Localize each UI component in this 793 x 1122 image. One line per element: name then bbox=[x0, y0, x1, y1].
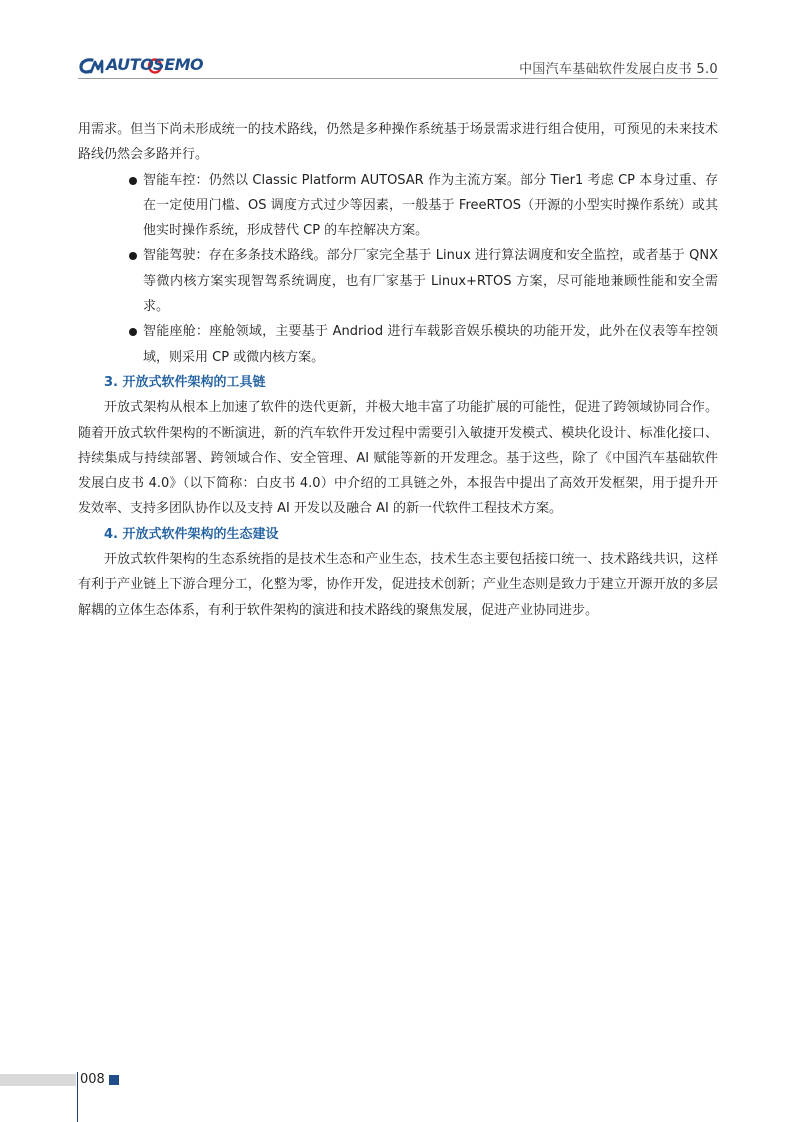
autosemo-logo bbox=[78, 56, 210, 76]
section-heading-ecosystem: 4. 开放式软件架构的生态建设 bbox=[104, 526, 279, 542]
page-number: 008 bbox=[80, 1072, 105, 1087]
bullet-icon bbox=[129, 328, 137, 336]
footer-bar bbox=[0, 1074, 76, 1086]
list-item-smart-cockpit bbox=[128, 319, 718, 370]
main-content bbox=[78, 117, 718, 623]
intro-paragraph: 用需求。但当下尚未形成统一的技术路线，仍然是多种操作系统基于场景需求进行组合使用，可预见的未来技术路线仍然会多路并行。 bbox=[78, 122, 718, 163]
ecosystem-paragraph: 开放式软件架构的生态系统指的是技术生态和产业生态，技术生态主要包括接口统一、技术路线共识，这样有利于产业链上下游合理分工，化整为零，协作开发，促进技术创新；产业生态则是致力于建立开源开放的多层解耦的立体生态体系，有利于软件架构的演进和技术路线的聚焦发展，促进产业协同进步。 bbox=[78, 552, 718, 618]
logo-text: AUTOSEMO bbox=[106, 55, 204, 74]
header-divider bbox=[78, 78, 718, 79]
document-title: 中国汽车基础软件发展白皮书 5.0 bbox=[519, 62, 718, 77]
list-item-text: 智能座舱：座舱领域，主要基于 Andriod 进行车载影音娱乐模块的功能开发，此外在仪表等车控领域，则采用 CP 或微内核方案。 bbox=[143, 324, 718, 365]
bullet-icon bbox=[129, 252, 137, 260]
list-item-text: 智能车控：仍然以 Classic Platform AUTOSAR 作为主流方案。部分 Tier1 考虑 CP 本身过重、存在一定使用门槛、OS 调度方式过少等因素，一般基于 FreeRTOS（开源的小型实时操作系统）或其他实时操作系统，形成替代 CP 的车控解决方案。 bbox=[143, 172, 718, 239]
footer-divider bbox=[77, 1072, 78, 1122]
page-marker-icon bbox=[109, 1075, 119, 1085]
os-approach-list bbox=[78, 168, 718, 370]
page-header bbox=[78, 54, 718, 80]
bullet-icon bbox=[129, 177, 137, 185]
list-item-text: 智能驾驶：存在多条技术路线。部分厂家完全基于 Linux 进行算法调度和安全监控，或者基于 QNX 等微内核方案实现智驾系统调度，也有厂家基于 Linux+RTOS 方案，尽可能地兼顾性能和安全需求。 bbox=[143, 248, 718, 315]
toolchain-paragraph: 开放式架构从根本上加速了软件的迭代更新，并极大地丰富了功能扩展的可能性，促进了跨领域协同合作。随着开放式软件架构的不断演进，新的汽车软件开发过程中需要引入敏捷开发模式、模块化设计、标准化接口、持续集成与持续部署、跨领域合作、安全管理、AI 赋能等新的开发理念。基于这些，除了《中国汽车基础软件发展白皮书 4.0》（以下简称：白皮书 4.0）中介绍的工具链之外，本报告中提出了高效开发框架，用于提升开发效率、支持多团队协作以及支持 AI 开发以及融合 AI 的新一代软件工程技术方案。 bbox=[78, 400, 718, 517]
list-item-vehicle-control bbox=[128, 168, 718, 244]
section-heading-toolchain: 3. 开放式软件架构的工具链 bbox=[104, 374, 266, 390]
list-item-autonomous-driving bbox=[128, 243, 718, 319]
